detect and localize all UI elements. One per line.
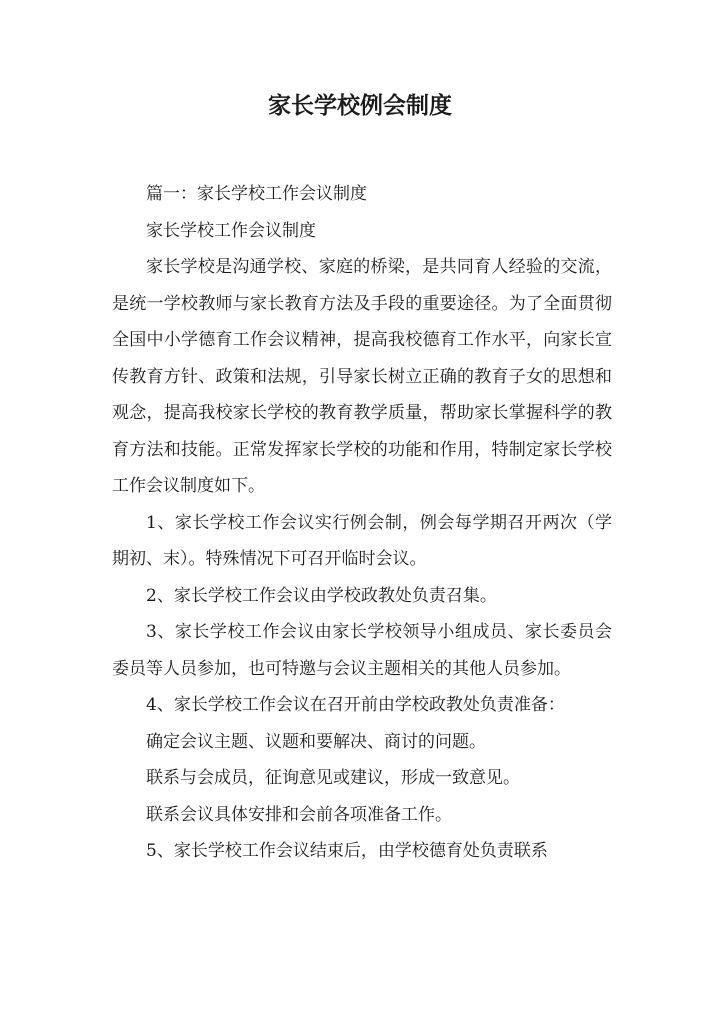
document-title: 家长学校例会制度 <box>268 93 452 119</box>
intro-paragraph: 家长学校是沟通学校、家庭的桥梁，是共同育人经验的交流，是统一学校教师与家长教育方法及手段的重要途径。为了全面贯彻全国中小学德育工作会议精神，提高我校德育工作水平，向家长宣传教育方针、政策和法规，引导家长树立正确的教育子女的思想和观念，提高我校家长学校的教育教学质量，帮助家长掌握科学的教育方法和技能。正常发挥家长学校的功能和作用，特制定家长学校工作会议制度如下。 <box>112 257 612 496</box>
rule-4-item: 联系会议具体安排和会前各项准备工作。 <box>146 804 452 825</box>
subheading: 家长学校工作会议制度 <box>146 220 316 241</box>
rule-2: 2、家长学校工作会议由学校政教处负责召集。 <box>146 585 497 606</box>
rule-4-item: 确定会议主题、议题和要解决、商讨的问题。 <box>146 731 486 752</box>
rule-5: 5、家长学校工作会议结束后，由学校德育处负责联系 <box>146 841 548 861</box>
rule-4: 4、家长学校工作会议在召开前由学校政教处负责准备： <box>146 695 565 715</box>
rule-4-item: 联系与会成员，征询意见或建议，形成一致意见。 <box>146 768 520 788</box>
rule-1: 1、家长学校工作会议实行例会制，例会每学期召开两次（学期初、末）。特殊情况下可召开临时会议。 <box>112 512 612 569</box>
section-heading: 篇一：家长学校工作会议制度 <box>146 184 367 204</box>
document-body <box>112 176 612 870</box>
rule-3: 3、家长学校工作会议由家长学校领导小组成员、家长委员会委员等人员参加，也可特邀与会议主题相关的其他人员参加。 <box>112 622 612 679</box>
